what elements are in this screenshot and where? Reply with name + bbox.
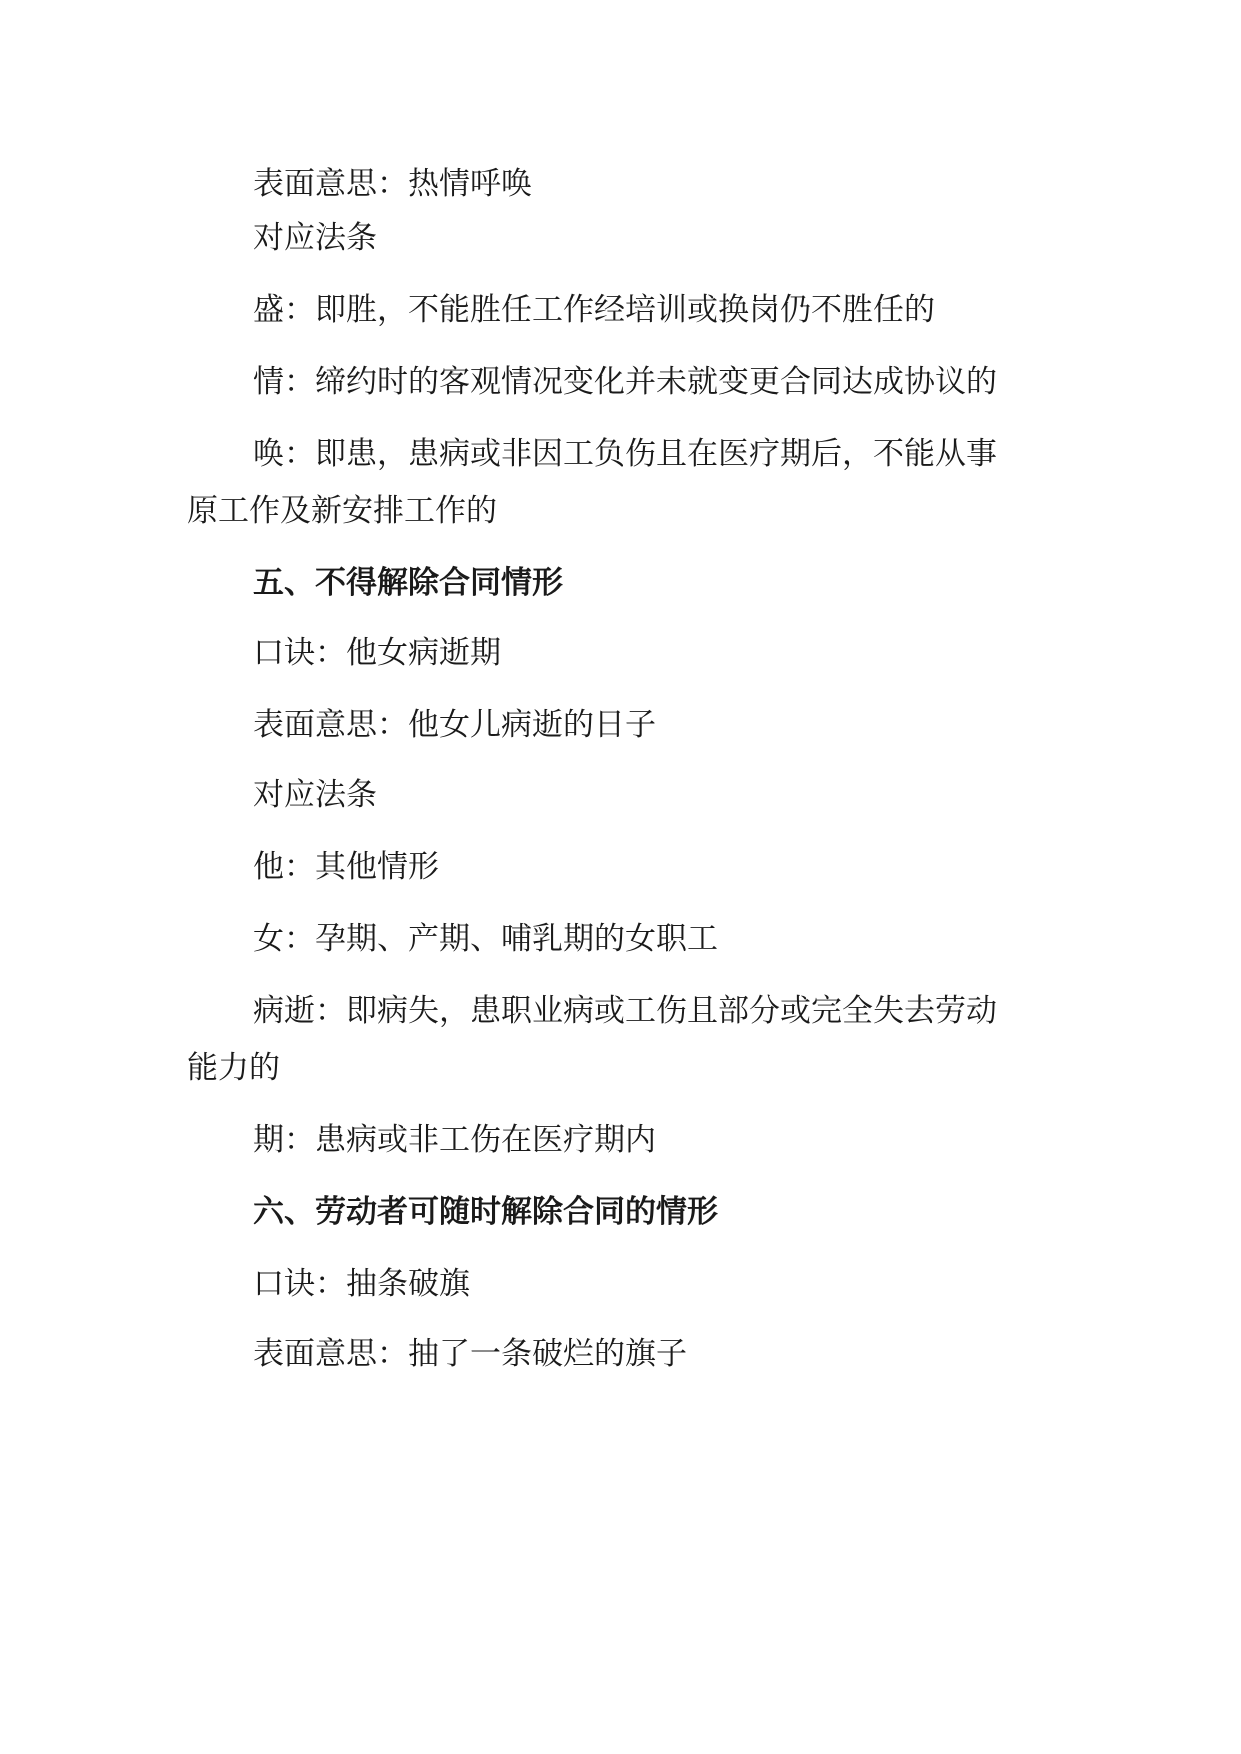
paragraph-surface-meaning-2: 表面意思：他女儿病逝的日子 (253, 707, 656, 743)
section-heading-5: 五、不得解除合同情形 (253, 565, 563, 601)
paragraph-item-nv: 女：孕期、产期、哺乳期的女职工 (253, 921, 718, 957)
section-heading-6: 六、劳动者可随时解除合同的情形 (253, 1194, 718, 1230)
paragraph-surface-meaning-3: 表面意思：抽了一条破烂的旗子 (253, 1336, 687, 1372)
paragraph-item-qi: 期：患病或非工伤在医疗期内 (253, 1122, 656, 1158)
paragraph-mnemonic-2: 口诀：抽条破旗 (253, 1266, 470, 1302)
paragraph-mnemonic-1: 口诀：他女病逝期 (253, 635, 501, 671)
paragraph-legal-basis-2: 对应法条 (253, 777, 377, 813)
paragraph-surface-meaning-1: 表面意思：热情呼唤 (253, 166, 532, 202)
paragraph-item-huan: 唤：即患，患病或非因工负伤且在医疗期后，不能从事 (253, 436, 997, 472)
paragraph-item-sheng: 盛：即胜，不能胜任工作经培训或换岗仍不胜任的 (253, 292, 935, 328)
paragraph-item-ta: 他：其他情形 (253, 849, 439, 885)
paragraph-item-huan-cont: 原工作及新安排工作的 (187, 493, 497, 529)
paragraph-legal-basis-1: 对应法条 (253, 220, 377, 256)
paragraph-item-bingshi-cont: 能力的 (187, 1050, 280, 1086)
paragraph-item-bingshi: 病逝：即病失，患职业病或工伤且部分或完全失去劳动 (253, 993, 997, 1029)
paragraph-item-qing: 情：缔约时的客观情况变化并未就变更合同达成协议的 (253, 364, 997, 400)
